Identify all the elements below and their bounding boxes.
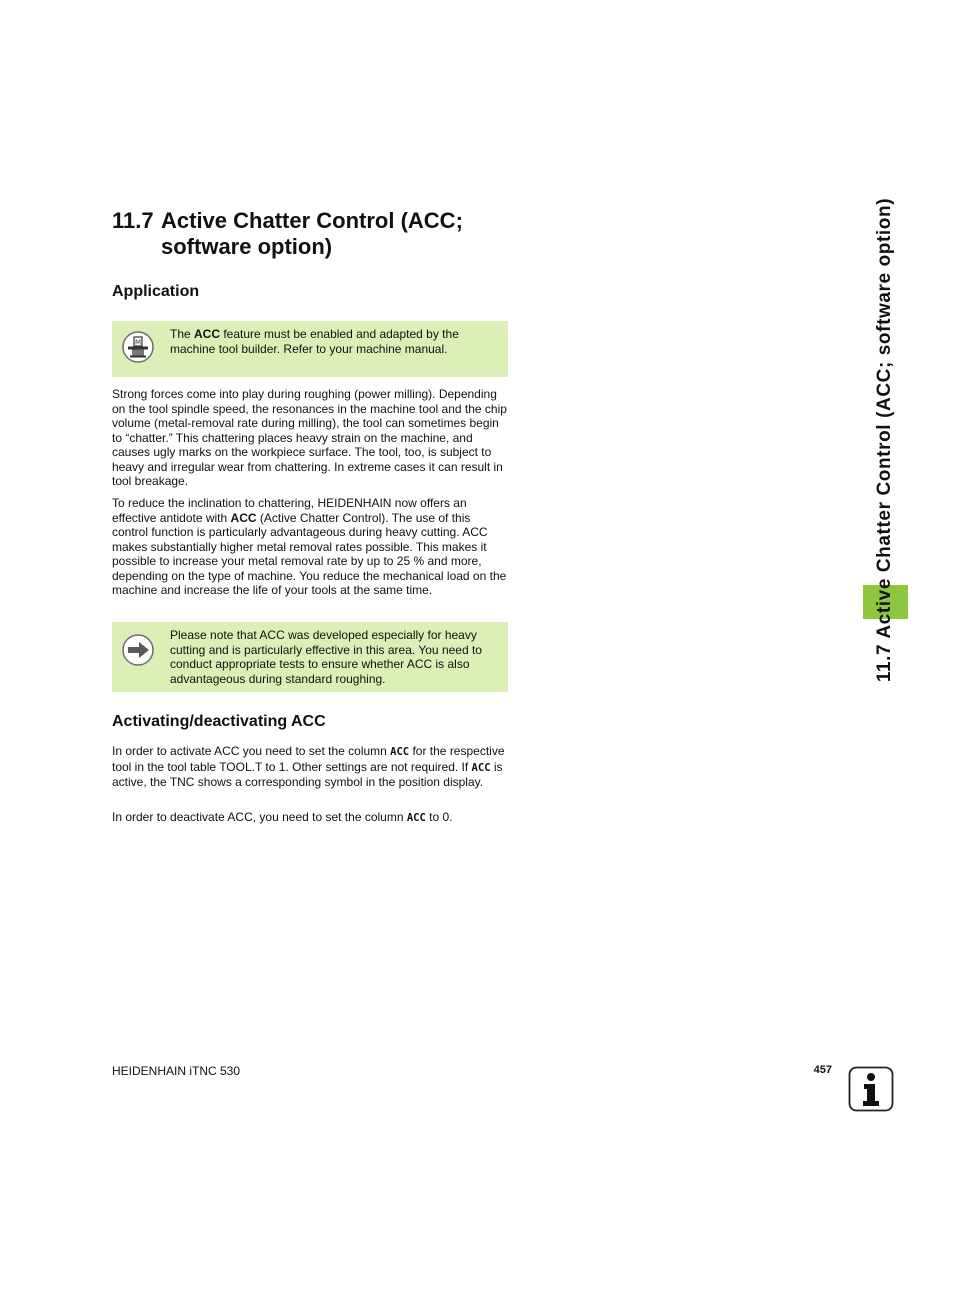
paragraph-text-after: (Active Chatter Control). The use of this control function is particularly advantageous during heavy cutting. ACC makes substantially higher metal removal rates possible. This makes it possible to increase your metal removal rate by up to 25 % and more, depending on the type of machine. You reduce the mechanical load on the machine and increase the life of your tools at the same time. [112,510,507,597]
application-paragraph-1: Strong forces come into play during roughing (power milling). Depending on the tool spindle speed, the resonances in the machine tool and the chip volume (metal-removal rate during milling), the tool can sometimes begin to “chatter.” This chattering places heavy strain on the machine, and causes ugly marks on the workpiece surface. The tool, too, is subject to heavy and irregular wear from chattering. In extreme cases it can result in tool breakage. [112,387,507,488]
chapter-number: 11.7 [112,208,154,233]
note-text-after: feature must be enabled and adapted by the machine tool builder. Refer to your machine manual. [170,327,459,356]
application-heading: Application [112,283,200,300]
chapter-title-line1: Active Chatter Control (ACC; [161,208,463,233]
paragraph-text: In order to activate ACC you need to set the column [112,744,391,758]
paragraph-text: In order to deactivate ACC, you need to set the column [112,810,407,824]
chapter-title [112,208,532,260]
info-icon [848,1066,894,1112]
page-number: 457 [813,1064,832,1076]
activating-paragraph-1 [112,744,508,790]
acc-bold: ACC [230,510,257,525]
side-chapter-title: 11.7 Active Chatter Control (ACC; software option) [874,197,895,683]
svg-text:M: M [134,338,142,347]
paragraph-text: to 0. [425,810,453,824]
paragraph-text-before: To reduce the inclination to chattering, HEIDENHAIN now offers an effective antidote with [112,496,467,525]
acc-column-code: ACC [406,812,426,824]
application-paragraph-2 [112,496,508,598]
acc-bold: ACC [194,327,221,341]
footer-product-name: HEIDENHAIN iTNC 530 [112,1064,241,1078]
machine-manual-icon [122,331,154,363]
tip-note [112,622,508,692]
activating-heading: Activating/deactivating ACC [112,713,326,730]
acc-column-code: ACC [390,746,410,758]
paragraph-text: for the respective tool in the tool table TOOL.T to 1. Other settings are not required. If [112,744,505,774]
tip-note-text: Please note that ACC was developed especially for heavy cutting and is particularly effective in this area. You need to conduct appropriate tests to ensure whether ACC is also advantageous during standard roughing. [170,628,482,686]
chapter-title-line2: software option) [161,234,333,259]
note-text-before: The [170,327,195,341]
paragraph-text: is active, the TNC shows a corresponding symbol in the position display. [112,759,503,789]
acc-column-code: ACC [471,761,491,774]
machine-manual-note-text [170,327,500,356]
activating-paragraph-2 [112,810,508,826]
arrow-right-icon [122,634,154,666]
machine-manual-note [112,321,508,377]
